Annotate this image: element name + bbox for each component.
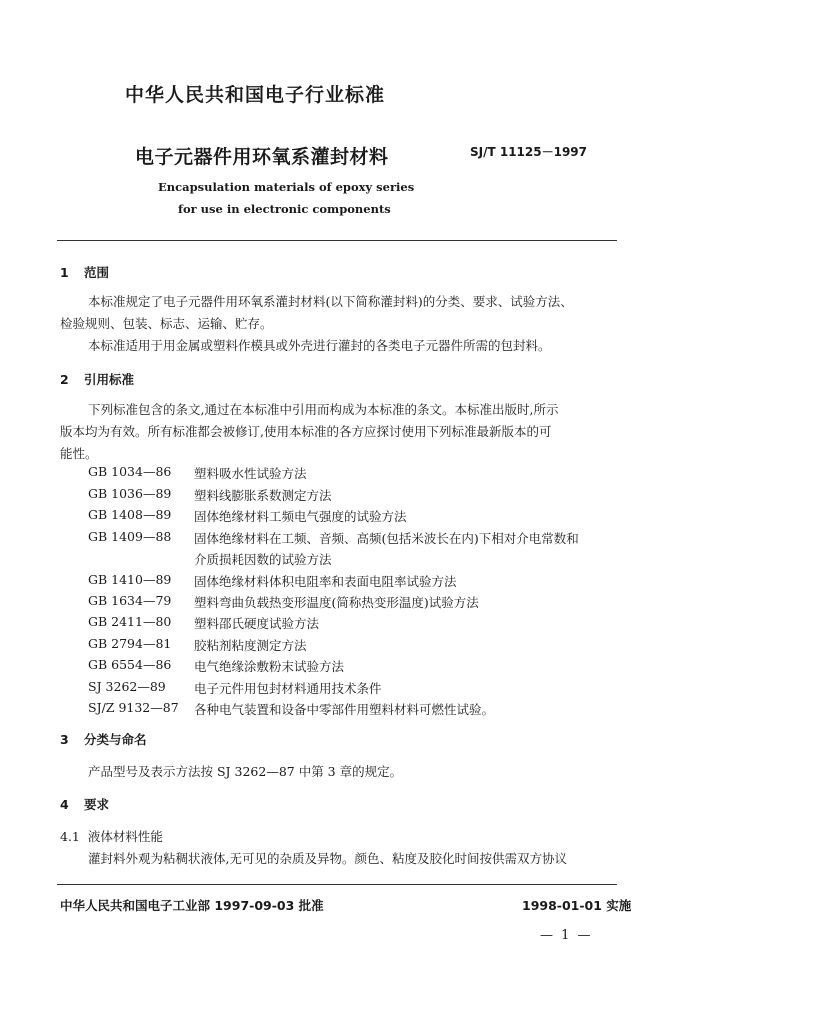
subsection-title: 液体材料性能 (87, 829, 163, 844)
standard-code-item: GB 1410—89 (88, 572, 172, 587)
standard-code-item: GB 1036—89 (88, 486, 172, 501)
section-title: 引用标准 (84, 372, 135, 387)
standard-name-item: 塑料弯曲负载热变形温度(简称热变形温度)试验方法 (194, 595, 479, 610)
refs-intro-line-1: 下列标准包含的条文,通过在本标准中引用而构成为本标准的条文。本标准出版时,所示 (88, 402, 559, 417)
implementation-date: 1998-01-01 实施 (522, 898, 632, 913)
standard-name-item: 固体绝缘材料工频电气强度的试验方法 (194, 509, 407, 524)
scope-para-1-line-1: 本标准规定了电子元器件用环氧系灌封材料(以下简称灌封料)的分类、要求、试验方法、 (88, 294, 573, 309)
subsection-4-1-heading (60, 827, 163, 845)
standard-name-item: 塑料线膨胀系数测定方法 (194, 488, 332, 503)
approval-line: 中华人民共和国电子工业部 1997-09-03 批准 (60, 898, 324, 913)
section-number: 1 (60, 265, 69, 280)
section-1-heading (60, 263, 109, 281)
standard-code-item: GB 1409—88 (88, 529, 172, 544)
section-2-heading (60, 370, 134, 388)
subsection-4-1-text: 灌封料外观为粘稠状液体,无可见的杂质及异物。颜色、粘度及胶化时间按供需双方协议 (88, 851, 567, 866)
standard-code-item: GB 1034—86 (88, 464, 172, 479)
standard-code-item: GB 2794—81 (88, 636, 172, 651)
section-title: 范围 (84, 265, 110, 280)
standard-name-item: 胶粘剂粘度测定方法 (194, 638, 307, 653)
standard-code-item: GB 1634—79 (88, 593, 172, 608)
refs-intro-line-3: 能性。 (60, 446, 98, 461)
document-title: 电子元器件用环氧系灌封材料 (135, 146, 389, 168)
standard-name-item: 电气绝缘涂敷粉末试验方法 (194, 659, 345, 674)
scope-para-1-line-2: 检验规则、包装、标志、运输、贮存。 (60, 316, 273, 331)
refs-intro-line-2: 版本均为有效。所有标准都会被修订,使用本标准的各方应探讨使用下列标准最新版本的可 (60, 424, 552, 439)
standard-name-item: 塑料邵氏硬度试验方法 (194, 616, 320, 631)
standard-header: 中华人民共和国电子行业标准 (125, 84, 386, 106)
standard-code: SJ/T 11125－1997 (470, 145, 588, 159)
standard-name-item: 固体绝缘材料体积电阻率和表面电阻率试验方法 (194, 574, 457, 589)
subsection-number: 4.1 (60, 829, 80, 844)
english-title-line-2: for use in electronic components (178, 202, 391, 216)
section-title: 分类与命名 (84, 732, 147, 747)
standard-name-item: 电子元件用包封材料通用技术条件 (194, 681, 382, 696)
standard-name-continuation: 介质损耗因数的试验方法 (194, 552, 332, 567)
section-number: 3 (60, 732, 69, 747)
footer-divider (57, 884, 617, 885)
page-number: — 1 — (540, 928, 593, 943)
standard-code-item: GB 2411—80 (88, 614, 172, 629)
standard-code-item: GB 6554—86 (88, 657, 172, 672)
standard-code-item: SJ/Z 9132—87 (88, 700, 179, 715)
classification-text: 产品型号及表示方法按 SJ 3262—87 中第 3 章的规定。 (88, 764, 403, 779)
scope-para-2: 本标准适用于用金属或塑料作模具或外壳进行灌封的各类电子元器件所需的包封料。 (88, 338, 551, 353)
section-4-heading (60, 795, 109, 813)
section-number: 4 (60, 797, 69, 812)
top-divider (57, 240, 617, 241)
standard-name-item: 固体绝缘材料在工频、音频、高频(包括米波长在内)下相对介电常数和 (194, 531, 579, 546)
section-3-heading (60, 730, 147, 748)
standard-name-item: 各种电气装置和设备中零部件用塑料材料可燃性试验。 (194, 702, 495, 717)
english-title-line-1: Encapsulation materials of epoxy series (158, 180, 415, 194)
standard-code-item: GB 1408—89 (88, 507, 172, 522)
section-title: 要求 (84, 797, 110, 812)
standard-name-item: 塑料吸水性试验方法 (194, 466, 307, 481)
section-number: 2 (60, 372, 69, 387)
standard-code-item: SJ 3262—89 (88, 679, 166, 694)
